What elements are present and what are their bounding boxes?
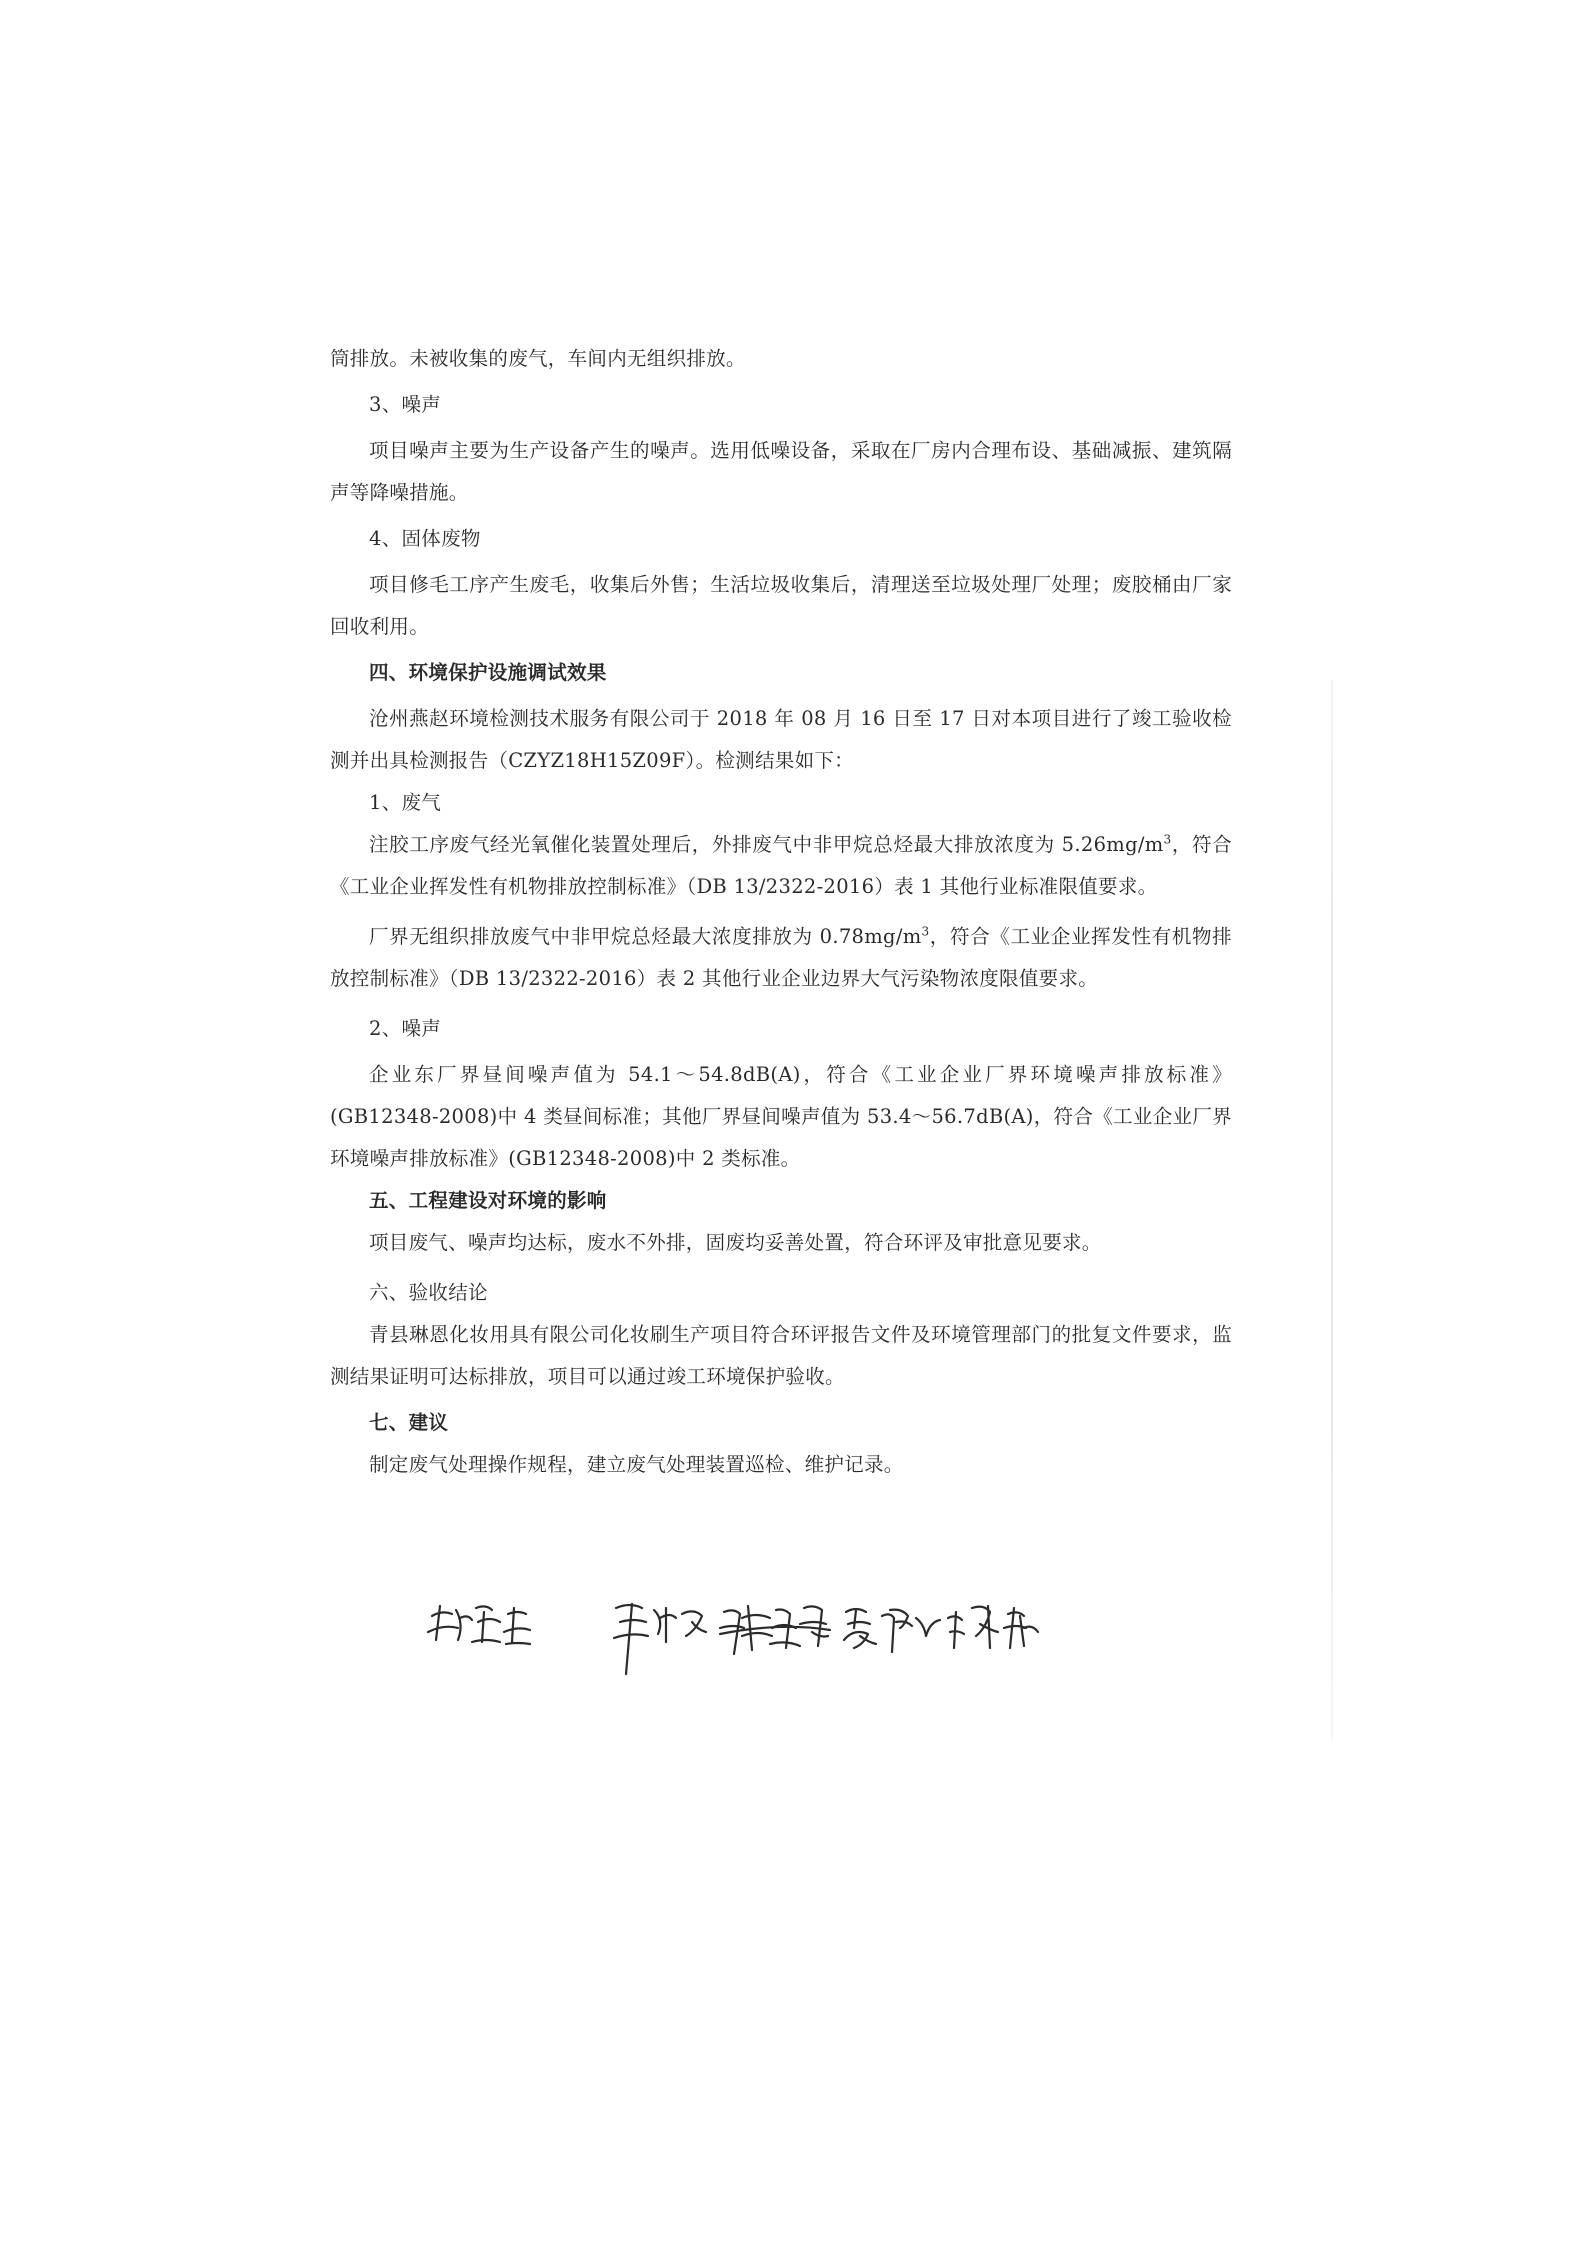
superscript-cubic: 3 [921, 924, 930, 939]
paragraph-exhaust-unorganized [330, 916, 1232, 1000]
signature-2 [614, 1604, 706, 1674]
paragraph-testing-info: 沧州燕赵环境检测技术服务有限公司于 2018 年 08 月 16 日至 17 日对本项目进行了竣工验收检测并出具检测报告（CZYZ18H15Z09F）。检测结果如下： [330, 707, 1232, 772]
signature-5 [948, 1606, 1038, 1648]
section-heading-debug-results: 四、环境保护设施调试效果 [369, 661, 607, 684]
signature-3 [720, 1606, 830, 1654]
exhaust-unorganized-text-a: 厂界无组织排放废气中非甲烷总烃最大浓度排放为 0.78mg/m [369, 925, 922, 948]
paragraph-solid-waste: 项目修毛工序产生废毛，收集后外售；生活垃圾收集后，清理送至垃圾处理厂处理；废胶桶由厂家回收利用。 [330, 573, 1232, 638]
paragraph-exhaust-end: 筒排放。未被收集的废气，车间内无组织排放。 [330, 347, 746, 370]
exhaust-unorganized-text-b: ，符合《工业企业挥发性有机物排放控制标准》（DB 13/2322-2016）表 2 其他行业企业边界大气污染物浓度限值要求。 [330, 925, 1232, 990]
section-heading-noise: 3、噪声 [369, 393, 442, 416]
section-heading-environment-impact: 五、工程建设对环境的影响 [369, 1189, 607, 1212]
superscript-cubic: 3 [1163, 832, 1172, 847]
paragraph-exhaust-organized [330, 824, 1232, 908]
section-heading-suggestions: 七、建议 [369, 1411, 449, 1434]
handwritten-signatures [420, 1588, 1120, 1678]
paragraph-acceptance-conclusion: 青县琳恩化妆用具有限公司化妆刷生产项目符合环评报告文件及环境管理部门的批复文件要求，监测结果证明可达标排放，项目可以通过竣工环境保护验收。 [330, 1323, 1232, 1388]
signature-1 [428, 1606, 530, 1644]
section-heading-acceptance-conclusion: 六、验收结论 [369, 1281, 488, 1304]
section-heading-noise-results: 2、噪声 [369, 1017, 442, 1040]
exhaust-organized-text-b: ，符合《工业企业挥发性有机物排放控制标准》（DB 13/2322-2016）表 1 其他行业标准限值要求。 [330, 833, 1232, 898]
paragraph-suggestions: 制定废气处理操作规程，建立废气处理装置巡检、维护记录。 [369, 1453, 904, 1476]
signature-strokes-icon [420, 1588, 1120, 1678]
section-heading-solid-waste: 4、固体废物 [369, 527, 481, 550]
document-body [330, 338, 1232, 1486]
paragraph-noise-measures: 项目噪声主要为生产设备产生的噪声。选用低噪设备，采取在厂房内合理布设、基础减振、建筑隔声等降噪措施。 [330, 439, 1232, 504]
scan-edge-shadow [1331, 680, 1333, 1740]
paragraph-environment-impact: 项目废气、噪声均达标，废水不外排，固废均妥善处置，符合环评及审批意见要求。 [369, 1231, 1102, 1254]
exhaust-organized-text-a: 注胶工序废气经光氧催化装置处理后，外排废气中非甲烷总烃最大排放浓度为 5.26mg/m [369, 833, 1164, 856]
section-heading-exhaust: 1、废气 [369, 791, 442, 814]
paragraph-noise-results: 企业东厂界昼间噪声值为 54.1～54.8dB(A)，符合《工业企业厂界环境噪声排放标准》(GB12348-2008)中 4 类昼间标准；其他厂界昼间噪声值为 53.4～56.7dB(A)，符合《工业企业厂界环境噪声排放标准》(GB12348-2008)中 2 类标准。 [330, 1063, 1232, 1170]
signature-4 [844, 1609, 940, 1652]
